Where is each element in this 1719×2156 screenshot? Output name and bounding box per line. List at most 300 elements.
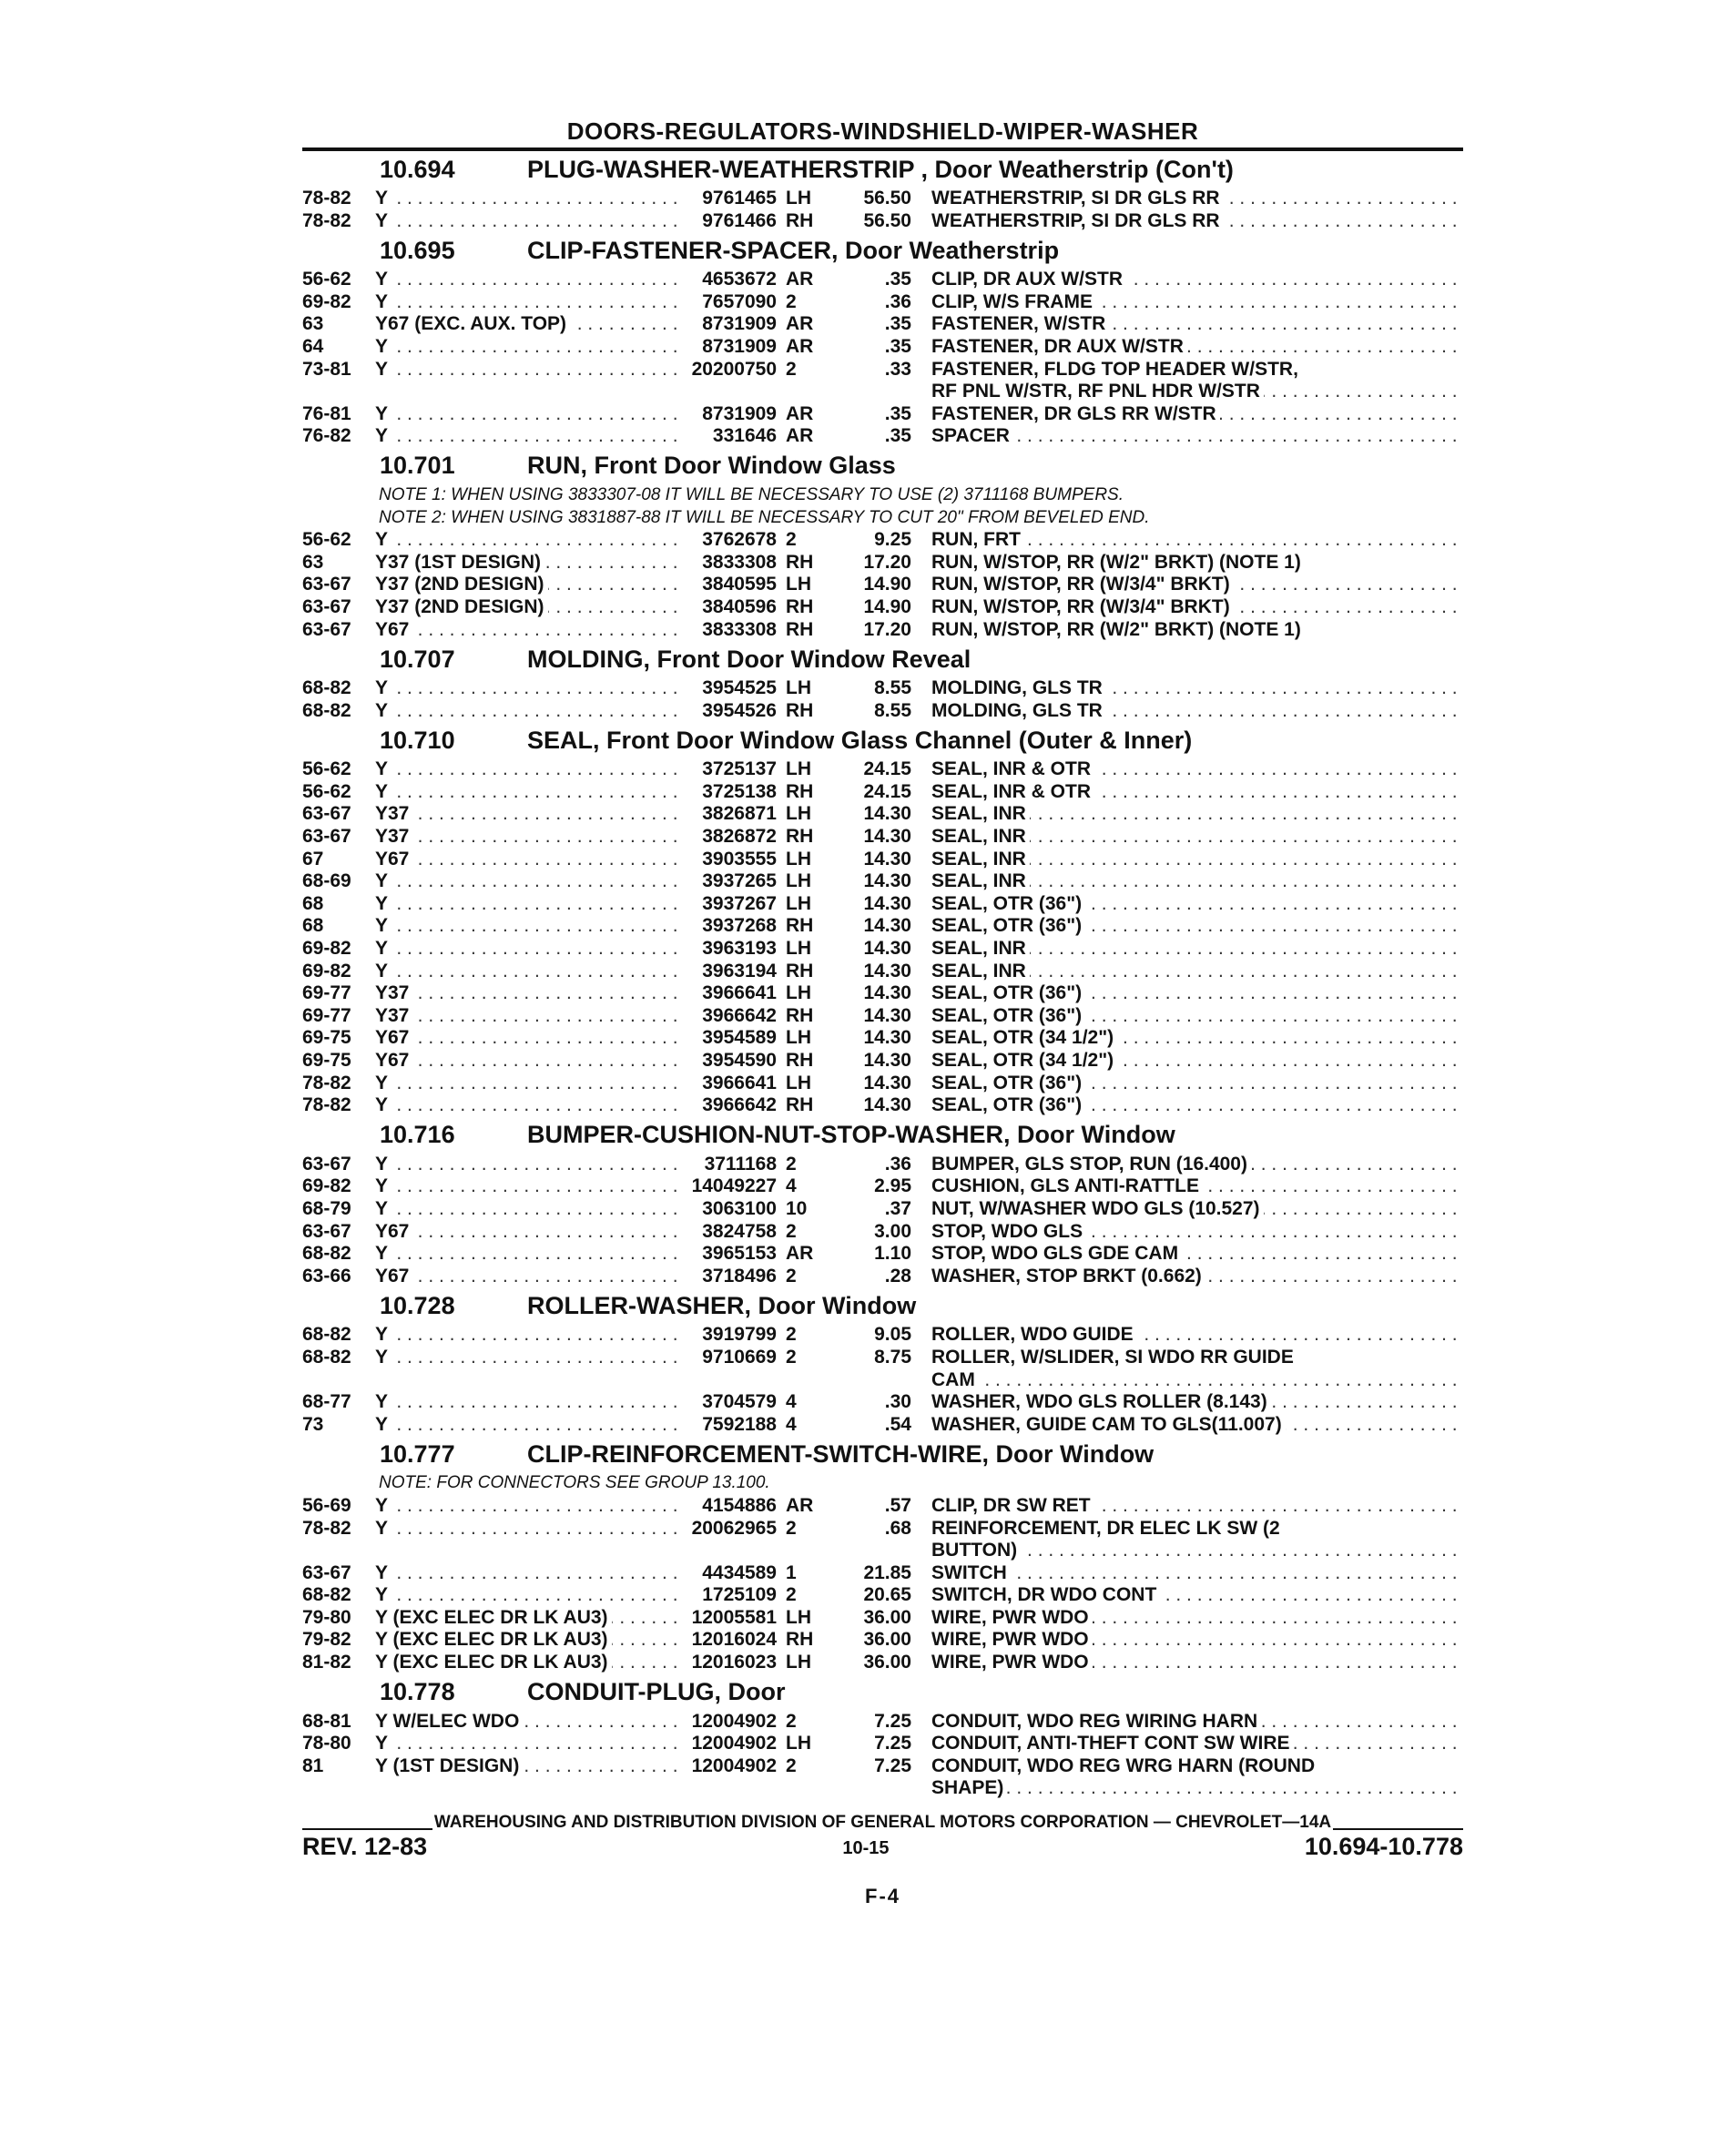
model-years: 79-82: [302, 1629, 351, 1651]
part-description: [911, 381, 1463, 403]
part-number: 3954589: [702, 1027, 777, 1049]
quantity: LH: [786, 848, 811, 870]
quantity: LH: [786, 677, 811, 699]
part-description: [911, 425, 1463, 448]
model-code: [375, 210, 677, 233]
model-years: 81: [302, 1754, 324, 1776]
part-description: [911, 758, 1463, 781]
model-years: 78-80: [302, 1733, 351, 1754]
quantity: LH: [786, 758, 811, 780]
model-code-text: Y (EXC ELEC DR LK AU3): [375, 1652, 612, 1673]
model-code-text: Y: [375, 359, 392, 380]
part-description: [911, 1094, 1463, 1117]
model-code: [375, 552, 677, 575]
model-years: 78-82: [302, 1094, 351, 1116]
part-number: 3965153: [702, 1243, 777, 1265]
section-header: [302, 1117, 1463, 1154]
price: 56.50: [863, 188, 911, 208]
quantity: RH: [786, 960, 814, 981]
model-years: 56-62: [302, 758, 351, 780]
part-description: [911, 915, 1463, 938]
model-code: [375, 1050, 677, 1073]
quantity: 2: [786, 290, 797, 312]
quantity: 4: [786, 1175, 797, 1197]
model-code-text: Y: [375, 529, 392, 550]
model-years: 78-82: [302, 1072, 351, 1093]
price: 14.90: [863, 595, 911, 617]
part-description-text: NUT, W/WASHER WDO GLS (10.527): [931, 1198, 1264, 1219]
part-row: [302, 1391, 1463, 1414]
section-number: 10.728: [380, 1291, 455, 1319]
part-description-text: WASHER, STOP BRKT (0.662): [931, 1266, 1205, 1286]
price: 14.90: [863, 574, 911, 595]
price: 7.25: [874, 1754, 911, 1776]
part-description-text: FASTENER, W/STR: [931, 313, 1109, 334]
price: .35: [884, 335, 911, 357]
part-description: [911, 336, 1463, 359]
price: .33: [884, 358, 911, 380]
part-number: 12016023: [691, 1652, 777, 1673]
model-years: 56-62: [302, 529, 351, 551]
model-code: [375, 1154, 677, 1176]
quantity: [777, 381, 829, 403]
part-description: [911, 1324, 1463, 1347]
quantity: RH: [786, 1629, 814, 1651]
section-10-707: [302, 641, 1463, 722]
part-row: [302, 1733, 1463, 1755]
part-description: [911, 1652, 1463, 1674]
model-code-text: Y: [375, 403, 392, 424]
model-years: 63-67: [302, 574, 351, 595]
section-header: [302, 1287, 1463, 1324]
section-title: RUN, Front Door Window Glass: [527, 452, 896, 480]
price: .35: [884, 269, 911, 290]
model-years: 78-82: [302, 209, 351, 231]
model-code: [375, 961, 677, 983]
price: .36: [884, 290, 911, 312]
quantity: RH: [786, 1050, 814, 1071]
part-number: 3937265: [702, 870, 777, 892]
part-description-text: RUN, W/STOP, RR (W/2" BRKT) (NOTE 1): [931, 619, 1305, 640]
price: [829, 1777, 911, 1800]
part-description-text: SWITCH, DR WDO CONT: [931, 1584, 1160, 1605]
quantity: LH: [786, 1606, 811, 1628]
part-description: [911, 803, 1463, 826]
price: .35: [884, 313, 911, 335]
part-description-text: BUMPER, GLS STOP, RUN (16.400): [931, 1154, 1251, 1175]
part-number: 3937267: [702, 892, 777, 914]
section-title: CONDUIT-PLUG, Door: [527, 1678, 786, 1706]
part-description: [911, 1154, 1463, 1176]
part-description: [911, 1607, 1463, 1630]
price: 17.20: [863, 618, 911, 640]
section-number: 10.694: [380, 155, 455, 183]
footer-rule-left: [302, 1828, 432, 1830]
page-number: 10-15: [842, 1838, 890, 1859]
model-years: 68: [302, 915, 324, 937]
model-code-text: Y67: [375, 1266, 412, 1286]
part-number: 3840595: [702, 574, 777, 595]
model-code-text: Y W/ELEC WDO: [375, 1711, 523, 1732]
model-code-text: Y: [375, 1518, 392, 1539]
section-number: 10.777: [380, 1439, 455, 1468]
part-number: 3824758: [702, 1220, 777, 1242]
quantity: AR: [786, 313, 814, 335]
part-number: [677, 1777, 777, 1800]
part-description: [911, 982, 1463, 1005]
section-title: PLUG-WASHER-WEATHERSTRIP , Door Weatherstrip (Con't): [527, 155, 1234, 183]
model-years: 69-82: [302, 960, 351, 981]
model-code-text: Y: [375, 915, 392, 936]
quantity: 2: [786, 1754, 797, 1776]
model-code: [375, 1584, 677, 1607]
price: .68: [884, 1517, 911, 1539]
part-row: [302, 1607, 1463, 1630]
model-years: 68: [302, 892, 324, 914]
model-years: 68-77: [302, 1391, 351, 1413]
part-row: [302, 982, 1463, 1005]
model-years: 73-81: [302, 358, 351, 380]
part-number: 3725138: [702, 780, 777, 802]
part-row: [302, 1518, 1463, 1541]
price: 14.30: [863, 915, 911, 937]
section-10-694: [302, 151, 1463, 232]
part-number: 3711168: [704, 1153, 777, 1175]
price: 8.75: [874, 1346, 911, 1368]
quantity: AR: [786, 425, 814, 447]
section-header: [302, 232, 1463, 269]
model-code-text: Y37 (2ND DESIGN): [375, 596, 548, 617]
model-code-text: Y37 (1ST DESIGN): [375, 552, 544, 573]
model-code-text: Y: [375, 1733, 392, 1754]
part-row: [302, 269, 1463, 291]
model-code-text: Y67 (EXC. AUX. TOP): [375, 313, 570, 334]
price: 14.30: [863, 982, 911, 1004]
model-years: 69-75: [302, 1027, 351, 1049]
revision-date: REV. 12-83: [302, 1833, 428, 1861]
model-code-text: Y: [375, 1243, 392, 1264]
part-description: [911, 1369, 1463, 1392]
part-description-text: RUN, FRT: [931, 529, 1024, 550]
part-number: 12016024: [691, 1629, 777, 1651]
part-number: 8731909: [702, 313, 777, 335]
model-code: [375, 269, 677, 291]
model-code: [375, 359, 677, 381]
model-code: [375, 313, 677, 336]
section-10-695: [302, 232, 1463, 448]
quantity: AR: [786, 269, 814, 290]
section-10-710: [302, 722, 1463, 1117]
quantity: AR: [786, 1494, 814, 1516]
model-code: [375, 982, 677, 1005]
quantity: 2: [786, 1346, 797, 1368]
part-description: [911, 1198, 1463, 1221]
model-years: 68-82: [302, 1243, 351, 1265]
price: .28: [884, 1265, 911, 1286]
part-description-text: WEATHERSTRIP, SI DR GLS RR: [931, 188, 1224, 208]
model-code-text: Y67: [375, 619, 412, 640]
part-description-text: WIRE, PWR WDO: [931, 1652, 1093, 1673]
section-header: [302, 448, 1463, 484]
quantity: LH: [786, 1733, 811, 1754]
part-description-text: MOLDING, GLS TR: [931, 677, 1106, 698]
part-number: 3937268: [702, 915, 777, 937]
model-years: 63: [302, 313, 324, 335]
model-code: [375, 781, 677, 804]
part-description-text: WIRE, PWR WDO: [931, 1629, 1093, 1650]
model-code-text: Y: [375, 188, 392, 208]
price: 36.00: [863, 1606, 911, 1628]
model-years: 56-69: [302, 1494, 351, 1516]
price: 14.30: [863, 848, 911, 870]
price: 3.00: [874, 1220, 911, 1242]
model-code: [375, 849, 677, 871]
price: 1.10: [874, 1243, 911, 1265]
part-description: [911, 1175, 1463, 1198]
model-years: 63-67: [302, 595, 351, 617]
part-description-text: FASTENER, DR AUX W/STR: [931, 336, 1187, 357]
model-code: [375, 1027, 677, 1050]
model-years: 69-82: [302, 938, 351, 960]
part-number: 9761465: [702, 188, 777, 208]
part-number: 3826871: [702, 803, 777, 825]
model-code-text: Y37: [375, 1005, 412, 1026]
model-code-text: Y: [375, 269, 392, 290]
quantity: 2: [786, 1584, 797, 1606]
price: 9.25: [874, 529, 911, 551]
model-code-text: Y: [375, 700, 392, 721]
part-row: [302, 1629, 1463, 1652]
part-number: [677, 1540, 777, 1562]
model-code: [375, 291, 677, 314]
price: 24.15: [863, 780, 911, 802]
section-header: [302, 1436, 1463, 1472]
model-years: [302, 1540, 375, 1562]
part-number: 3833308: [702, 551, 777, 573]
part-description-text: ROLLER, WDO GUIDE: [931, 1324, 1137, 1345]
part-number: [677, 1369, 777, 1392]
part-number: 1725109: [702, 1584, 777, 1606]
quantity: RH: [786, 915, 814, 937]
part-row: [302, 1154, 1463, 1176]
model-code-text: Y: [375, 1094, 392, 1115]
part-description-text: SEAL, INR: [931, 849, 1030, 870]
section-10-716: [302, 1117, 1463, 1288]
price: .57: [884, 1494, 911, 1516]
part-number: 3966641: [702, 1072, 777, 1093]
price: 14.30: [863, 960, 911, 981]
part-description: [911, 1221, 1463, 1244]
model-code: [375, 915, 677, 938]
part-number: 3718496: [702, 1265, 777, 1286]
model-code-text: Y: [375, 677, 392, 698]
section-number: 10.778: [380, 1678, 455, 1706]
part-description-text: FASTENER, FLDG TOP HEADER W/STR,: [931, 359, 1302, 380]
part-description: [911, 893, 1463, 916]
part-number: [677, 381, 777, 403]
price: [829, 1369, 911, 1392]
model-code: [375, 893, 677, 916]
model-code: [375, 403, 677, 426]
part-number: 3963193: [702, 938, 777, 960]
part-description-text: RUN, W/STOP, RR (W/2" BRKT) (NOTE 1): [931, 552, 1305, 573]
model-years: 56-62: [302, 269, 351, 290]
part-description: [911, 1755, 1463, 1778]
model-years: 69-82: [302, 290, 351, 312]
part-number: 3966641: [702, 982, 777, 1004]
part-row: [302, 1652, 1463, 1674]
part-number: 20200750: [691, 358, 777, 380]
part-number: 331646: [712, 425, 777, 447]
part-description-text: FASTENER, DR GLS RR W/STR: [931, 403, 1220, 424]
quantity: RH: [786, 551, 814, 573]
model-code-text: Y37 (2ND DESIGN): [375, 574, 548, 595]
model-years: 63-67: [302, 826, 351, 848]
part-row: [302, 677, 1463, 700]
price: [829, 381, 911, 403]
model-years: 68-79: [302, 1197, 351, 1219]
part-row: [302, 291, 1463, 314]
part-description: [911, 1711, 1463, 1734]
model-code-text: Y: [375, 1324, 392, 1345]
part-row: [302, 1347, 1463, 1369]
part-row: [302, 1414, 1463, 1437]
part-description: [911, 403, 1463, 426]
part-number: 9710669: [702, 1346, 777, 1368]
model-code-text: Y: [375, 758, 392, 779]
part-description-text: WASHER, WDO GLS ROLLER (8.143): [931, 1391, 1271, 1412]
model-code-text: Y: [375, 1175, 392, 1196]
quantity: [777, 1369, 829, 1392]
part-description-text: ROLLER, W/SLIDER, SI WDO RR GUIDE: [931, 1347, 1297, 1368]
part-row: [302, 1050, 1463, 1073]
part-description: [911, 961, 1463, 983]
part-number: 3826872: [702, 826, 777, 848]
part-row: [302, 210, 1463, 233]
part-row: [302, 313, 1463, 336]
price: 2.95: [874, 1175, 911, 1197]
price: .35: [884, 425, 911, 447]
section-number: 10.701: [380, 452, 455, 480]
model-code: [375, 1495, 677, 1518]
part-row: [302, 758, 1463, 781]
model-code: [375, 596, 677, 619]
section-10-701: [302, 448, 1463, 641]
part-description-text: BUTTON): [931, 1540, 1021, 1561]
part-description: [911, 574, 1463, 596]
model-years: 68-69: [302, 870, 351, 892]
part-description-text: REINFORCEMENT, DR ELEC LK SW (2: [931, 1518, 1284, 1539]
part-description-text: SEAL, INR & OTR: [931, 758, 1094, 779]
section-title: SEAL, Front Door Window Glass Channel (Outer & Inner): [527, 726, 1193, 754]
section-header: [302, 1674, 1463, 1711]
part-description: [911, 1495, 1463, 1518]
model-years: 76-81: [302, 402, 351, 424]
part-row: [302, 1266, 1463, 1288]
part-row: [302, 849, 1463, 871]
quantity: 2: [786, 358, 797, 380]
part-description-text: STOP, WDO GLS GDE CAM: [931, 1243, 1182, 1264]
part-row: [302, 803, 1463, 826]
model-years: 63-67: [302, 618, 351, 640]
part-description: [911, 210, 1463, 233]
model-code-text: Y: [375, 1198, 392, 1219]
part-description-text: CONDUIT, WDO REG WIRING HARN: [931, 1711, 1261, 1732]
part-row: [302, 1073, 1463, 1095]
part-description-text: WEATHERSTRIP, SI DR GLS RR: [931, 210, 1224, 231]
part-description-text: SEAL, OTR (36"): [931, 893, 1085, 914]
price: .37: [884, 1197, 911, 1219]
footer-bottom: [302, 1833, 1463, 1861]
price: 24.15: [863, 758, 911, 780]
part-row: [302, 574, 1463, 596]
model-code: [375, 1266, 677, 1288]
quantity: LH: [786, 938, 811, 960]
part-row-continuation: [302, 381, 1463, 403]
part-row: [302, 893, 1463, 916]
part-description-text: SWITCH: [931, 1562, 1011, 1583]
model-code: [375, 1175, 677, 1198]
model-code: [375, 188, 677, 210]
part-number: 4154886: [702, 1494, 777, 1516]
price: 9.05: [874, 1324, 911, 1346]
section-header: [302, 151, 1463, 188]
price: 14.30: [863, 826, 911, 848]
price: 36.00: [863, 1652, 911, 1673]
section-number: 10.710: [380, 726, 455, 754]
part-description: [911, 313, 1463, 336]
model-years: 68-82: [302, 1346, 351, 1368]
quantity: LH: [786, 1652, 811, 1673]
model-years: 67: [302, 848, 324, 870]
quantity: LH: [786, 803, 811, 825]
price: [829, 1540, 911, 1562]
model-years: 69-75: [302, 1050, 351, 1071]
part-description: [911, 552, 1463, 575]
part-description-text: SEAL, OTR (36"): [931, 982, 1085, 1003]
part-description-text: CAM: [931, 1369, 979, 1390]
part-description: [911, 1243, 1463, 1266]
price: 14.30: [863, 1027, 911, 1049]
model-years: [302, 1369, 375, 1392]
price: 14.30: [863, 803, 911, 825]
quantity: RH: [786, 1004, 814, 1026]
part-description-text: SEAL, INR: [931, 961, 1030, 981]
model-code: [375, 1243, 677, 1266]
part-row: [302, 1243, 1463, 1266]
model-code: [375, 1733, 677, 1755]
part-description-text: CLIP, W/S FRAME: [931, 291, 1096, 312]
quantity: 2: [786, 1324, 797, 1346]
part-number: 12005581: [691, 1606, 777, 1628]
quantity: LH: [786, 1027, 811, 1049]
part-description-text: STOP, WDO GLS: [931, 1221, 1086, 1242]
part-row-continuation: [302, 1540, 1463, 1562]
part-number: 7592188: [702, 1413, 777, 1435]
part-row: [302, 403, 1463, 426]
quantity: 4: [786, 1391, 797, 1413]
model-code: [375, 1347, 677, 1369]
part-row: [302, 552, 1463, 575]
section-number: 10.716: [380, 1121, 455, 1149]
quantity: 2: [786, 1517, 797, 1539]
model-code-text: Y37: [375, 803, 412, 824]
model-code: [375, 938, 677, 961]
section-10-728: [302, 1287, 1463, 1436]
part-row: [302, 826, 1463, 849]
model-years: 68-82: [302, 677, 351, 699]
model-years: 69-82: [302, 1175, 351, 1197]
